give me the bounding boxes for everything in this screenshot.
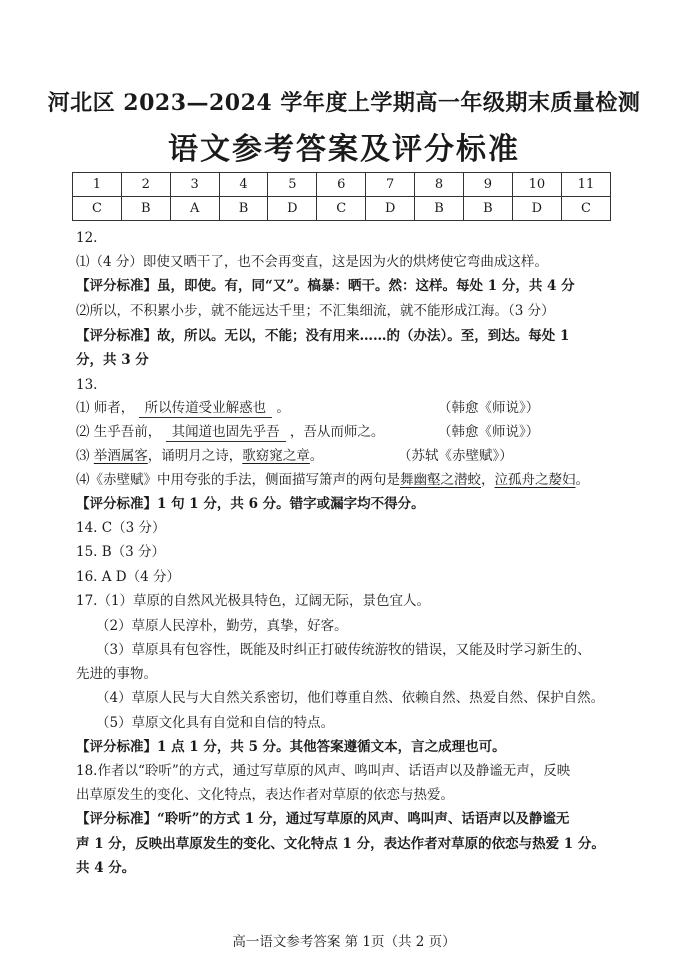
question-number: 2 <box>121 173 170 197</box>
answer-cell: B <box>121 197 170 221</box>
answer-cell: C <box>73 197 122 221</box>
page-footer: 高一语文参考答案 第 1页（共 2 页） <box>232 934 456 950</box>
q17-point-3: （3）草原具有包容性，既能及时纠正打破传统游牧的错误，又能及时学习新生的、 <box>96 642 591 658</box>
q17-point-1: 17.（1）草原的自然风光极具特色，辽阔无际，景色宜人。 <box>76 593 431 609</box>
q13-item-3-middle: ，诵明月之诗， <box>147 448 243 464</box>
q18-criteria-3: 共 4 分。 <box>76 860 136 876</box>
q13-item-4-suffix: 。 <box>575 472 589 488</box>
question-number: 5 <box>268 173 317 197</box>
q13-item-2-prefix: ⑵ 生乎吾前， <box>76 424 162 440</box>
q13-item-3-prefix: ⑶ <box>76 448 94 464</box>
document-title: 语文参考答案及评分标准 <box>168 132 520 167</box>
q12-number: 12. <box>76 230 98 246</box>
q12-criteria-1: 【评分标准】虽，即使。有，同“又”。槁暴：晒干。然：这样。每处 1 分，共 4 分 <box>76 278 575 294</box>
q15-answer: 15. B（3 分） <box>76 544 166 560</box>
q13-item-1-answer: 所以传道受业解惑也 <box>139 399 273 418</box>
q13-item-4-prefix: ⑷《赤壁赋》中用夸张的手法，侧面描写箫声的两句是 <box>76 472 400 488</box>
question-number: 7 <box>366 173 415 197</box>
q17-point-3-cont: 先进的事物。 <box>76 666 157 682</box>
q13-item-3-answer-2: 歌窈窕之章 <box>242 448 310 464</box>
q12-criteria-2-cont: 分，共 3 分 <box>76 352 149 368</box>
q13-item-1-prefix: ⑴ 师者， <box>76 400 135 416</box>
q12-answer-1: ⑴（4 分）即使又晒干了，也不会再变直，这是因为火的烘烤使它弯曲成这样。 <box>76 254 548 270</box>
answer-table-number-row <box>73 173 611 197</box>
answer-cell: D <box>268 197 317 221</box>
q13-criteria: 【评分标准】1 句 1 分，共 6 分。错字或漏字均不得分。 <box>76 496 425 512</box>
exam-title: 河北区 2023—2024 学年度上学期高一年级期末质量检测 <box>47 90 641 116</box>
answer-cell: D <box>366 197 415 221</box>
answer-cell: C <box>561 197 610 221</box>
q18-criteria-1: 【评分标准】“聆听”的方式 1 分，通过写草原的风声、鸣叫声、话语声以及静谧无 <box>76 811 570 827</box>
q16-answer: 16. A D（4 分） <box>76 569 181 585</box>
answer-cell: B <box>415 197 464 221</box>
answer-cell: D <box>512 197 561 221</box>
q13-item-2 <box>76 422 676 442</box>
question-number: 4 <box>219 173 268 197</box>
q13-item-1 <box>76 398 676 418</box>
answer-cell: B <box>219 197 268 221</box>
question-number: 6 <box>317 173 366 197</box>
q13-item-3-suffix: 。 <box>309 448 324 464</box>
question-number: 1 <box>73 173 122 197</box>
q14-answer: 14. C（3 分） <box>76 520 166 536</box>
q18-answer-1: 18.作者以“聆听”的方式，通过写草原的风声、鸣叫声、话语声以及静谧无声，反映 <box>76 763 571 779</box>
q13-item-2-answer: 其闻道也固先乎吾 <box>166 423 286 442</box>
question-number: 9 <box>463 173 512 197</box>
q18-criteria-2: 声 1 分，反映出草原发生的变化、文化特点 1 分，表达作者对草原的依恋与热爱 1 分。 <box>76 836 605 852</box>
q18-answer-2: 出草原发生的变化、文化特点，表达作者对草原的依恋与热爱。 <box>76 787 454 803</box>
q17-point-2: （2）草原人民淳朴，勤劳，真挚，好客。 <box>96 618 348 634</box>
answer-table-answer-row <box>73 197 611 221</box>
q13-number: 13. <box>76 377 98 393</box>
question-number: 11 <box>561 173 610 197</box>
question-number: 8 <box>415 173 464 197</box>
answer-table <box>72 172 611 221</box>
answer-cell: C <box>317 197 366 221</box>
q13-item-1-source: （韩愈《师说》） <box>438 400 540 416</box>
q13-item-4-middle: ， <box>481 472 495 488</box>
answer-cell: A <box>170 197 219 221</box>
q13-item-1-suffix: 。 <box>276 400 290 416</box>
q12-criteria-2: 【评分标准】故，所以。无以，不能；没有用来……的（办法）。至，到达。每处 1 <box>76 328 570 344</box>
question-number: 3 <box>170 173 219 197</box>
q13-item-4-answer-1: 舞幽壑之潜蛟 <box>400 472 481 488</box>
answer-cell: B <box>463 197 512 221</box>
q17-point-4: （4）草原人民与大自然关系密切，他们尊重自然、依赖自然、热爱自然、保护自然。 <box>96 690 605 706</box>
q13-item-3-answer-1: 举酒属客 <box>93 448 148 464</box>
q13-item-2-suffix: ，吾从而师之。 <box>289 424 385 440</box>
question-number: 10 <box>512 173 561 197</box>
q13-item-4-answer-2: 泣孤舟之嫠妇 <box>494 472 576 488</box>
q12-answer-2: ⑵所以，不积累小步，就不能远达千里；不汇集细流，就不能形成江海。（3 分） <box>76 303 555 319</box>
q13-item-4 <box>76 470 676 490</box>
q13-item-3 <box>76 446 676 466</box>
q13-item-2-source: （韩愈《师说》） <box>438 424 540 440</box>
q13-item-3-source: （苏轼《赤壁赋》） <box>398 448 513 464</box>
q17-criteria: 【评分标准】1 点 1 分，共 5 分。其他答案遵循文本，言之成理也可。 <box>76 739 506 755</box>
q17-point-5: （5）草原文化具有自觉和自信的特点。 <box>96 715 335 731</box>
